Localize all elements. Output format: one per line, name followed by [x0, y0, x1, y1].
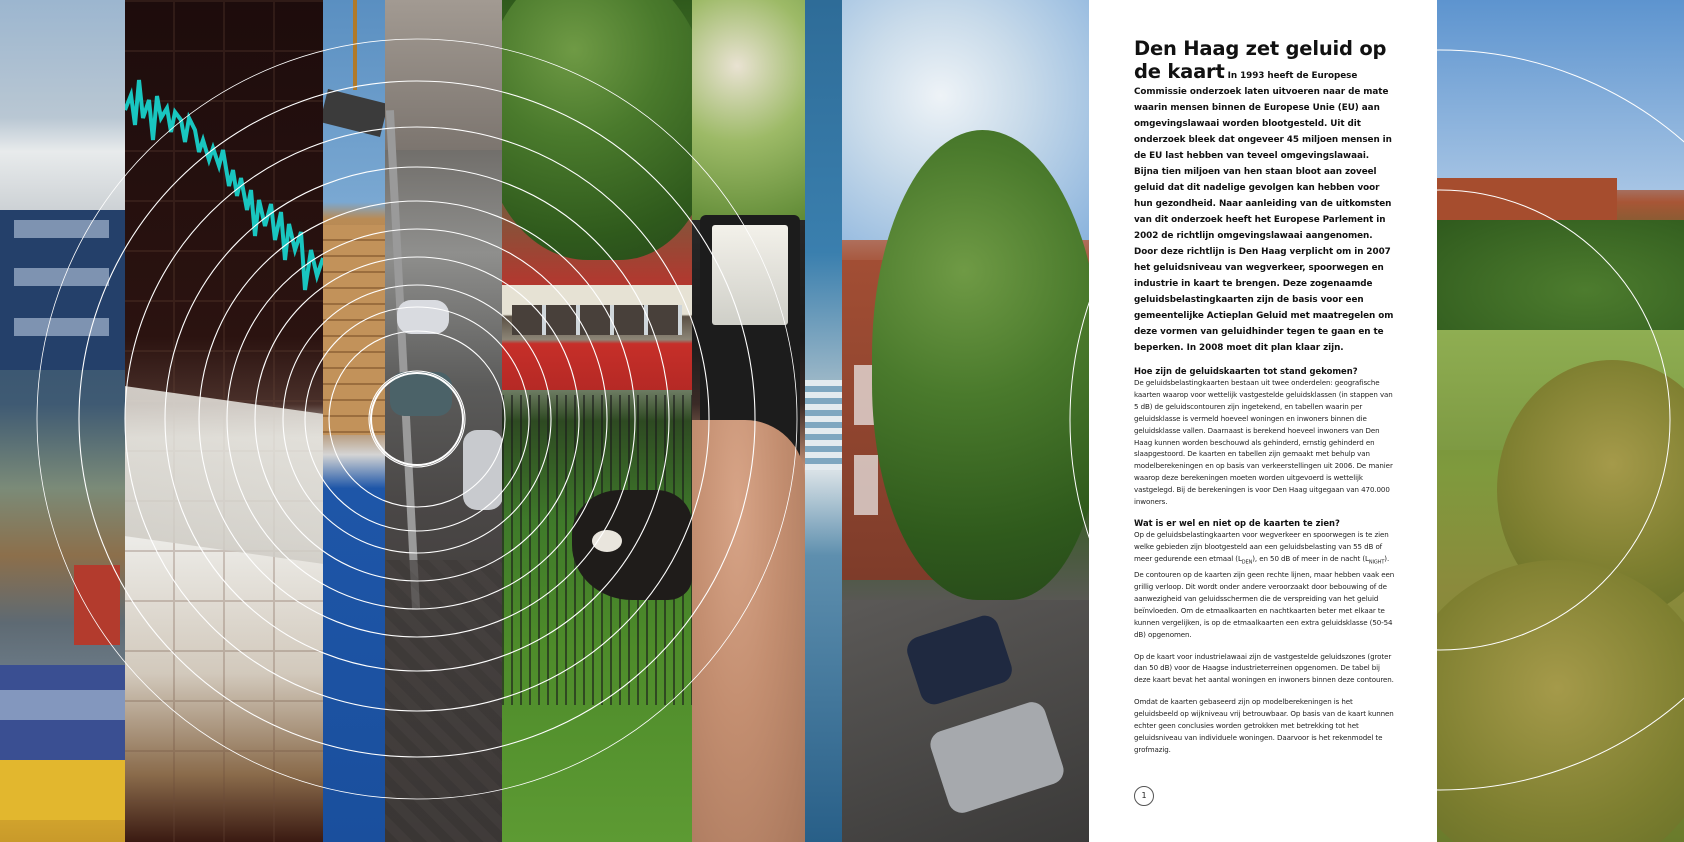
article-title: Den Haag zet geluid op de kaart: [1134, 37, 1387, 83]
hand: [692, 420, 805, 842]
cow: [572, 490, 692, 600]
photo-strip-waveform: [125, 0, 323, 842]
photo-strip-buildings: [0, 0, 125, 842]
photo-strip-crane: [323, 0, 385, 842]
section-body-2: Op de geluidsbelastingkaarten voor wegverkeer en spoorwegen is te zien welke gebieden zijn blootgesteld aan een geluidsbelasting van 55 dB of meer gedurende een etmaal $(L_{DEN})$, en 50 dB of meer in de nacht $(L_{NIGHT})$. De contouren op de kaarten zijn geen rechte lijnen, maar hebben vaak een grillig verloop. Dit wordt onder andere veroorzaakt door bebouwing of de aanwezigheid van geluidsschermen die de verspreiding van het geluid beïnvloeden. Om de etmaalkaarten en nachtkaarten beter met elkaar te kunnen vergelijken, is op de etmaalkaarten een extra geluidsklasse (50-54 dB) opgenomen.: [1134, 529, 1395, 639]
photo-strip-tram-cow: [502, 0, 692, 842]
green-car: [390, 372, 452, 416]
crane-chain: [353, 0, 357, 90]
page-number: 1: [1134, 786, 1154, 806]
lamp-post: [386, 110, 420, 610]
photo-strip-street-tree: [842, 0, 1089, 842]
red-tram: [74, 565, 120, 645]
waveform-graphic: [125, 0, 323, 330]
intro-paragraph: [1134, 38, 1396, 356]
red-tram-photo: [502, 285, 692, 390]
photo-strip-water: [805, 0, 842, 842]
section-heading-1: Hoe zijn de geluidskaarten tot stand gekomen?: [1134, 366, 1358, 376]
large-tree: [872, 130, 1089, 600]
section-body-2b: Op de kaart voor industrielawaai zijn de vastgestelde geluidszones (groter dan 50 dB) voor de Haagse industrieterreinen opgenomen. De tabel bij deze kaart bevat het aantal woningen en inwoners binnen deze contouren.: [1134, 651, 1394, 685]
photo-strip-dunes: [1437, 0, 1684, 842]
white-car: [397, 300, 449, 334]
section-body-1: De geluidsbelastingkaarten bestaan uit twee onderdelen: geografische kaarten waarop voor wettelijk vastgestelde geluidsklassen (in stappen van 5 dB) de geluidscontouren zijn ingetekend, en tabellen waarin per geluidsklasse is vermeld hoeveel woningen en inwoners binnen die geluidsklasse vallen. Daarnaast is berekend hoeveel inwoners van Den Haag kunnen worden beschouwd als gehinderd, ernstig gehinderd en slaapgestoord. De kaarten en tabellen zijn gemaakt met behulp van modelberekeningen en op basis van verkeerstellingen uit 2006. De manier waarop deze berekeningen moeten worden uitgevoerd is wettelijk vastgelegd. Bij de berekeningen is voor Den Haag uitgegaan van 470.000 inwoners.: [1134, 378, 1393, 507]
section-heading-2: Wat is er wel en niet op de kaarten te zien?: [1134, 517, 1340, 528]
timber-stack: [323, 225, 385, 435]
text-page: [1089, 0, 1437, 842]
intro-text: In 1993 heeft de Europese Commissie onderzoek laten uitvoeren naar de mate waarin mensen binnen de Europese Unie (EU) aan omgevingslawaai worden blootgesteld. Uit dit onderzoek bleek dat ongeveer 45 miljoen mensen in de EU last hebben van teveel omgevingslawaai. Bijna tien miljoen van hen staan bloot aan zoveel geluid dat dit nadelige gevolgen kan hebben voor hun gezondheid. Naar aanleiding van de uitkomsten van dit onderzoek heeft het Europese Parlement in 2002 de richtlijn omgevingslawaai aangenomen. Door deze richtlijn is Den Haag verplicht om in 2007 het geluidsniveau van wegverkeer, spoorwegen en industrie in kaart te brengen. Deze zogenaamde geluidsbelastingkaarten zijn de basis voor een gemeentelijke Actieplan Geluid met maatregelen om deze vormen van geluidhinder tegen te gaan en te beperken. In 2008 moet dit plan klaar zijn.: [1134, 71, 1394, 353]
photo-strip-sound-meter: [692, 0, 805, 842]
text-column: [1134, 38, 1396, 756]
section-body-2c: Omdat de kaarten gebaseerd zijn op modelberekeningen is het geluidsbeeld op wijkniveau vrij betrouwbaar. Op basis van de kaart kunnen echter geen conclusies worden getrokken met betrekking tot het geluidsniveau van individuele woningen. Daarvoor is het rekenmodel te grofmazig.: [1134, 697, 1394, 754]
photo-strip-street: [385, 0, 502, 842]
